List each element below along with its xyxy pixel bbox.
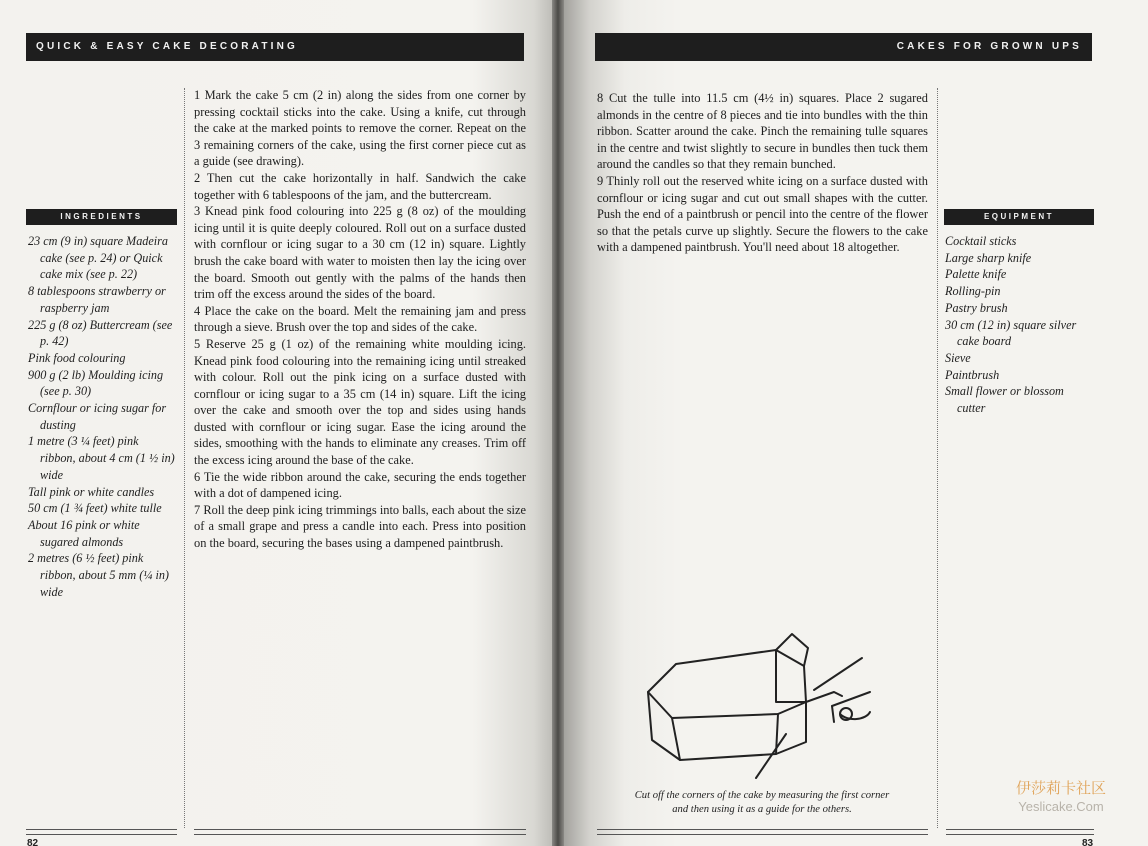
ingredient-item: 8 tablespoons strawberry or raspberry jam [28,284,166,315]
method-step: 6 Tie the wide ribbon around the cake, securing the ends together with a dot of dampened icing. [194,469,526,501]
equipment-item: Sieve [945,350,971,365]
ingredient-item: 1 metre (3 ¼ feet) pink ribbon, about 4 cm (1 ½ in) wide [28,434,175,482]
ingredient-item: Tall pink or white candles [28,484,155,499]
watermark-chinese: 伊莎莉卡社区 [1015,779,1106,797]
ingredient-item: Pink food colouring [28,350,126,365]
right-running-head: CAKES FOR GROWN UPS [595,33,1092,61]
equipment-list [945,233,1095,417]
equipment-item: Pastry brush [945,300,1008,315]
right-method-text [597,90,928,256]
ingredient-item: 225 g (8 oz) Buttercream (see p. 42) [28,317,173,349]
ingredient-item: 2 metres (6 ½ feet) pink ribbon, about 5 mm (¼ in) wide [28,551,169,599]
equipment-item: Small flower or blossom cutter [945,384,1064,416]
site-watermark [1005,778,1117,816]
illustration-caption: Cut off the corners of the cake by measuring the first corner and then using it as a guide for the others. [634,790,890,815]
ingredient-item: 50 cm (1 ¾ feet) white tulle [28,501,162,516]
left-method-text [194,87,526,552]
left-running-head: QUICK & EASY CAKE DECORATING [26,33,524,61]
method-step: 4 Place the cake on the board. Melt the remaining jam and press through a sieve. Brush over the top and sides of the cake. [194,303,526,335]
equipment-heading: EQUIPMENT [944,209,1094,225]
method-step: 7 Roll the deep pink icing trimmings into balls, each about the size of a small grape and press a candle into each. Press into position on the board, securing the bases using a dampened paintbrush. [194,502,526,551]
method-step: 8 Cut the tulle into 11.5 cm (4½ in) squares. Place 2 sugared almonds in the centre of 8 pieces and tie into bundles with the thin ribbon. Scatter around the cake. Pinch the remaining tulle squares in the centre and twist slightly to secure in bundles then tuck them around the candles so that they remain bunched. [597,91,928,172]
footer-rule [194,829,526,835]
column-divider [184,88,185,828]
footer-rule [597,829,928,835]
footer-rule [946,829,1094,835]
left-page [0,0,556,846]
ingredient-item: 900 g (2 lb) Moulding icing (see p. 30) [28,367,164,399]
equipment-item: Cocktail sticks [945,234,1017,248]
ingredients-list [28,233,176,600]
ingredient-item: Cornflour or icing sugar for dusting [28,401,167,432]
cake-corner-illustration [636,622,900,782]
ingredient-item: About 16 pink or white sugared almonds [28,517,140,549]
method-step: 2 Then cut the cake horizontally in half. Sandwich the cake together with 6 tablespoons of the jam, and the buttercream. [194,170,526,202]
method-step: 1 Mark the cake 5 cm (2 in) along the sides from one corner by pressing cocktail sticks into the cake. Using a knife, cut through the cake at the marked points to remove the corner. Repeat on the 3 remaining corners of the cake, using the first corner piece cut as a guide (see drawing). [194,88,526,169]
column-divider [937,88,938,828]
equipment-item: Palette knife [945,267,1007,282]
watermark-url: Yeslicake.Com [1018,799,1104,814]
footer-rule [26,829,177,835]
ingredients-heading: INGREDIENTS [26,209,177,225]
equipment-item: Rolling-pin [945,284,1001,299]
equipment-item: 30 cm (12 in) square silver cake board [945,317,1077,349]
page-number: 83 [1082,838,1094,846]
page-number: 82 [27,838,39,846]
equipment-item: Paintbrush [945,367,1000,382]
right-page [560,0,1148,846]
method-step: 9 Thinly roll out the reserved white icing on a surface dusted with cornflour or icing sugar and cut out small shapes with the cutter. Push the end of a paintbrush or pencil into the centre of the flower so that the petals curve up slightly. Secure the flowers to the cake with a dampened paintbrush. You'll need about 18 altogether. [597,173,928,255]
book-gutter [552,0,564,846]
method-step: 5 Reserve 25 g (1 oz) of the remaining white moulding icing. Knead pink food colouring into the remaining icing until streaked with colour. Roll out the pink icing on a surface dusted with cornflour or icing sugar to a 35 cm (14 in) square. Lift the icing over the cake and smooth over the top and sides using hands dusted with cornflour or icing sugar. Ease the icing around the sides, smoothing with the hands to eliminate any creases. Trim off the excess icing around the base of the cake. [194,336,526,468]
ingredient-item: 23 cm (9 in) square Madeira cake (see p. 24) or Quick cake mix (see p. 22) [28,234,169,282]
equipment-item: Large sharp knife [945,250,1032,265]
method-step: 3 Knead pink food colouring into 225 g (8 oz) of the moulding icing until it is quite deeply coloured. Roll out on a surface dusted with cornflour or icing sugar to a 30 cm (12 in) square. Lightly brush the cake board with water to moisten then lay the icing over the board. Smooth out gently with the palms of the hands then trim off the excess around the sides of the board. [194,204,526,302]
